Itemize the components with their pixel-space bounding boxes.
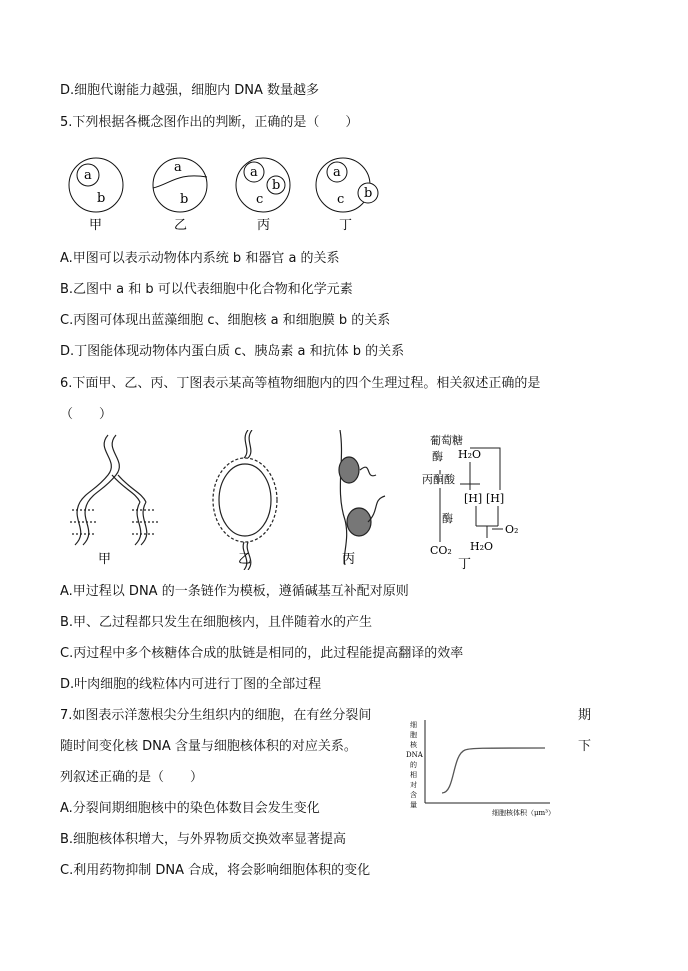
q7-option-b: B.细胞核体积增大，与外界物质交换效率显著提高 [60,832,347,847]
fig5-label-bing: 丙 [257,218,271,233]
q6-option-d: D.叶肉细胞的线粒体内可进行丁图的全部过程 [60,677,322,692]
q5-option-d: D.丁图能体现动物体内蛋白质 c、胰岛素 a 和抗体 b 的关系 [60,344,405,359]
fig7-curve [442,748,545,793]
fig5-jia-a: a [84,168,92,183]
fig5-ding-a: a [333,165,341,180]
q7-stem-line1: 7.如图表示洋葱根尖分生组织内的细胞，在有丝分裂间 [60,708,372,723]
fig6-enzyme-2: 酶 [442,512,453,525]
svg-text:量: 量 [410,801,417,809]
q7-stem-line3: 列叙述正确的是（ ） [60,770,204,785]
fig5-jia-b: b [97,191,106,206]
fig6-enzyme-1: 酶 [432,450,443,463]
svg-text:的: 的 [410,761,417,769]
fig6-label-yi: 乙 [238,552,252,567]
q7-option-c: C.利用药物抑制 DNA 合成，将会影响细胞体积的变化 [60,863,371,878]
q7-stem-line2: 随时间变化核 DNA 含量与细胞核体积的对应关系。 [60,739,357,754]
fig6-o2: O₂ [505,523,519,536]
svg-text:核: 核 [410,741,417,749]
q6-option-b: B.甲、乙过程都只发生在细胞核内，且伴随着水的产生 [60,615,373,630]
fig5-yi-divider [153,176,207,188]
q7-dna-volume-chart [400,715,580,825]
fig5-yi-b: b [180,192,189,207]
fig5-ding-c: c [337,192,345,207]
fig5-label-yi: 乙 [174,218,188,233]
fig5-label-ding: 丁 [339,218,353,233]
fig7-ylabel [406,721,424,809]
fig6-h-1: [H] [464,492,483,505]
q5-concept-diagrams [0,150,688,240]
fig5-ding-b: b [364,186,373,201]
svg-text:含: 含 [410,791,417,799]
q6-option-c: C.丙过程中多个核糖体合成的肽链是相同的，此过程能提高翻译的效率 [60,646,464,661]
fig5-bing-a: a [250,165,258,180]
fig5-jia-outer-circle [69,158,123,212]
q5-option-b: B.乙图中 a 和 b 可以代表细胞中化合物和化学元素 [60,282,353,297]
q6-stem: 6.下面甲、乙、丙、丁图表示某高等植物细胞内的四个生理过程。相关叙述正确的是 [60,376,541,391]
fig6-label-jia: 甲 [98,552,112,567]
q7-option-a: A.分裂间期细胞核中的染色体数目会发生变化 [60,801,320,816]
fig6-replication-diagram [70,435,158,545]
fig6-translation-diagram [339,430,385,565]
q5-stem: 5.下列根据各概念图作出的判断，正确的是（ ） [60,115,359,130]
q6-process-figures [0,430,688,570]
svg-text:胞: 胞 [410,731,417,739]
q7-stem-line1-end: 期 [578,708,592,723]
fig6-label-bing: 丙 [342,552,356,567]
q5-option-c: C.丙图可体现出蓝藻细胞 c、细胞核 a 和细胞膜 b 的关系 [60,313,391,328]
fig6-co2: CO₂ [430,544,452,557]
q6-option-a: A.甲过程以 DNA 的一条链作为模板，遵循碱基互补配对原则 [60,584,409,599]
fig5-bing-b: b [272,178,281,193]
fig6-water: H₂O [458,448,482,461]
q6-answer-paren: （ ） [60,407,113,422]
fig5-yi-a: a [174,160,182,175]
svg-text:DNA: DNA [406,751,423,759]
fig6-glucose: 葡萄糖 [430,434,463,447]
fig6-water-out: H₂O [470,540,494,553]
q5-option-a: A.甲图可以表示动物体内系统 b 和器官 a 的关系 [60,251,340,266]
fig6-transcription-diagram [213,430,277,570]
fig6-respiration-scheme [422,433,518,557]
q4-option-d: D.细胞代谢能力越强，细胞内 DNA 数量越多 [60,83,320,98]
fig6-label-ding: 丁 [458,557,472,570]
fig6-pyruvate: 丙酮酸 [422,473,455,486]
fig5-label-jia: 甲 [89,218,103,233]
fig5-bing-c: c [256,192,264,207]
fig6-h-2: [H] [486,492,505,505]
svg-text:相: 相 [410,771,417,779]
fig7-xlabel: 细胞核体积（μm³） [492,809,555,817]
q7-stem-line2-end: 下 [578,739,592,754]
svg-text:细: 细 [410,721,417,729]
svg-text:对: 对 [410,781,417,789]
